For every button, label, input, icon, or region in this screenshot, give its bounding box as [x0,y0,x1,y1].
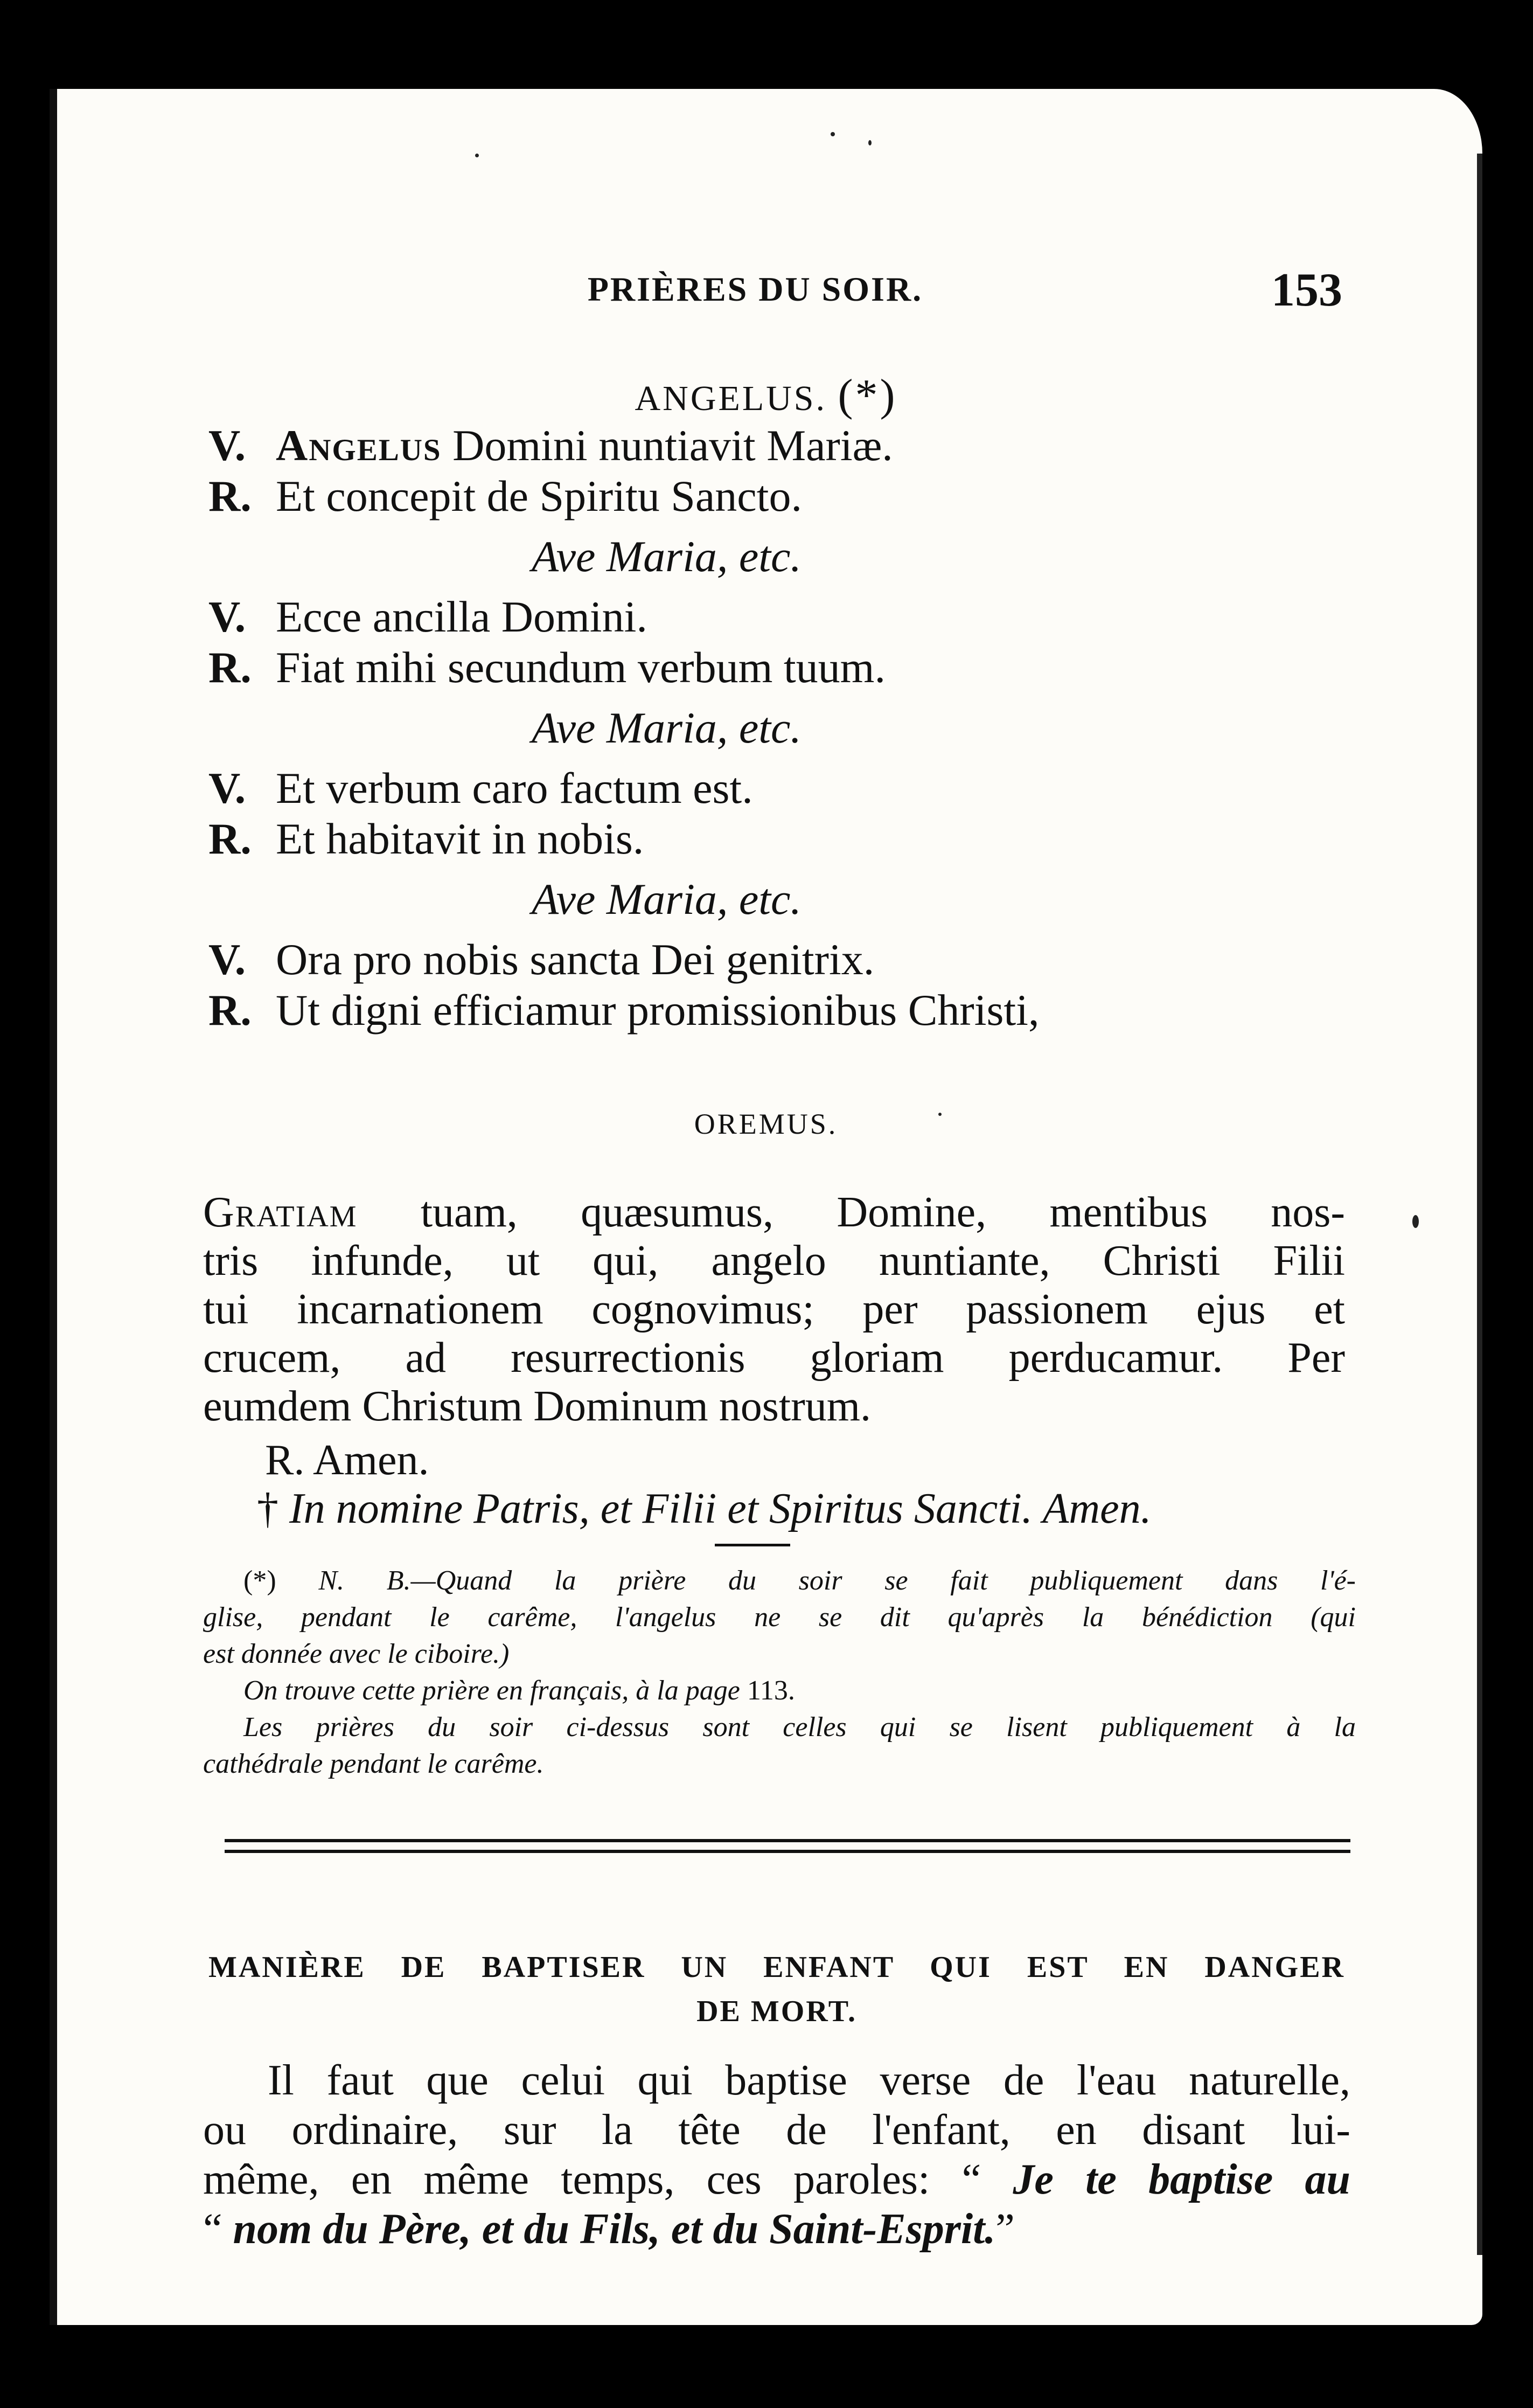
baptism-line [203,2204,1350,2254]
quote-continuation: “ [203,2205,222,2253]
baptism-line: ou ordinaire, sur la tête de l'enfant, en disant lui- [203,2106,1350,2154]
response-marker: R. [208,643,252,692]
ave-maria-line: Ave Maria, etc. [532,532,802,581]
prayer-line: tui incarnationem cognovimus; per passionem ejus et [203,1286,1345,1333]
versicle-line [208,763,1340,814]
versicle-line [208,934,1340,985]
response-text: Fiat mihi secundum verbum tuum. [276,643,886,692]
quote-open: “ [961,2156,981,2203]
footnote-text: N. B.—Quand la prière du soir se fait publiquement dans l'é- [318,1565,1356,1596]
prayer-line: eumdem Christum Dominum nostrum. [203,1383,871,1430]
prayer-response-amen: R. Amen. [265,1437,429,1484]
prayer-line: crucem, ad resurrectionis gloriam perducamur. Per [203,1334,1345,1382]
response-text: Et concepit de Spiritu Sancto. [276,471,802,521]
angelus-title [50,369,1482,421]
oremus-prayer [203,1188,1345,1431]
print-speck [938,1113,942,1116]
print-speck [1412,1215,1419,1228]
page-right-edge [1477,154,1482,2255]
prayer-line [203,1188,1345,1237]
invocation-text: In nomine Patris, et Filii et Spiritus Sancti. Amen. [289,1485,1152,1532]
footnote-line: glise, pendant le carême, l'angelus ne se dit qu'après la bénédiction (qui [203,1602,1356,1633]
baptism-title-line: MANIÈRE DE BAPTISER UN ENFANT QUI EST EN DANGER [208,1951,1345,1984]
versicle-marker: V. [208,592,246,641]
versicle-marker: V. [208,421,246,470]
footnote-line: est donnée avec le ciboire.) [203,1639,510,1669]
print-speck [475,154,479,157]
response-text: Et habitavit in nobis. [276,814,644,863]
baptism-line-text: même, en même temps, ces paroles: [203,2156,930,2203]
angelus-versicles [208,420,1340,1036]
baptism-section-title [208,1945,1345,2034]
oremus-title: OREMUS. [694,1108,838,1140]
baptism-formula: nom du Père, et du Fils, et du Saint-Esprit. [233,2205,996,2253]
response-marker: R. [208,986,252,1035]
section-divider-rule-top [225,1839,1350,1842]
versicle-line [208,592,1340,642]
footnote-page-ref: 113. [740,1675,795,1706]
prayer-lead-word: Gratiam [203,1189,358,1236]
footnote-text: On trouve cette prière en français, à la page [243,1675,740,1706]
section-divider-rule-bottom [225,1850,1350,1853]
footnote-line [203,1673,1356,1709]
footnote-mark: (*) [243,1565,276,1596]
page-header [50,264,1482,329]
response-marker: R. [208,814,252,863]
angelus-title-text: ANGELUS. [635,379,827,418]
response-line [208,642,1340,693]
quote-close: ” [995,2205,1015,2253]
versicle-marker: V. [208,935,246,984]
page-binding-edge [50,89,57,2325]
running-title: PRIÈRES DU SOIR. [587,270,923,308]
footnote-separator [715,1544,790,1546]
footnote-line: Les prières du soir ci-dessus sont celles qui se lisent publiquement à la [243,1712,1356,1743]
baptism-paragraph [203,2056,1350,2254]
response-line [208,985,1340,1036]
prayer-line: tris infunde, ut qui, angelo nuntiante, Christi Filii [203,1237,1345,1285]
ave-maria-line: Ave Maria, etc. [532,875,802,924]
baptism-line: Il faut que celui qui baptise verse de l'eau naturelle, [268,2057,1350,2104]
versicle-text: Domini nuntiavit Mariæ. [441,421,893,470]
page-number: 153 [1271,264,1342,316]
response-text: Ut digni efficiamur promissionibus Christi, [276,986,1040,1035]
footnote-line: cathédrale pendant le carême. [203,1748,544,1779]
versicle-line [208,420,1340,471]
footnote-reference-mark: (*) [838,370,897,420]
footnote [203,1563,1356,1782]
response-marker: R. [208,471,252,521]
invocation-line [257,1484,1152,1533]
ave-maria-line: Ave Maria, etc. [532,703,802,752]
baptism-formula: Je te baptise au [1013,2156,1351,2203]
cross-symbol: † [257,1485,278,1532]
prayer-line-text: tuam, quæsumus, Domine, mentibus nos- [357,1189,1345,1236]
versicle-text: Ora pro nobis sancta Dei genitrix. [276,935,875,984]
versicle-lead-word: Angelus [276,421,442,470]
print-speck [868,140,872,145]
footnote-line [203,1563,1356,1599]
versicle-marker: V. [208,764,246,813]
response-line [208,471,1340,522]
baptism-line [203,2155,1350,2204]
response-line [208,814,1340,864]
book-page [50,89,1482,2325]
baptism-title-line: DE MORT. [696,1995,857,2028]
versicle-text: Ecce ancilla Domini. [276,592,647,641]
print-speck [831,132,835,136]
versicle-text: Et verbum caro factum est. [276,764,753,813]
